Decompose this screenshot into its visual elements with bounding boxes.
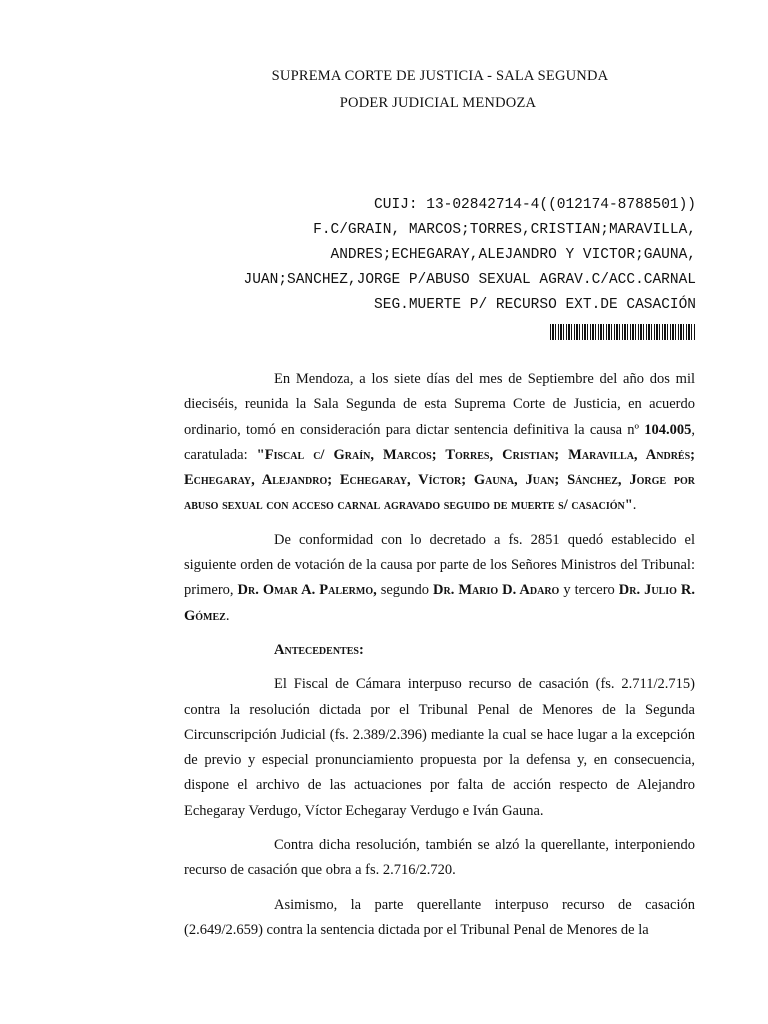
minister-1: Dr. Omar A. Palermo, [237,582,377,599]
cuij-number: CUIJ: 13-02842714-4((012174-8788501)) [374,197,696,213]
minister-2: Dr. Mario D. Adaro [433,582,560,599]
paragraph-antecedentes-2: Contra dicha resolución, también se alzó la querellante, interponiendo recurso de casación que obra a fs. 2.716/2.720. [184,837,695,879]
case-number: 104.005 [644,421,692,438]
case-title-line1: F.C/GRAIN, MARCOS;TORRES,CRISTIAN;MARAVILLA, [313,222,696,238]
minister-3: Dr. Julio R. Gómez [184,582,695,624]
case-title-line3: JUAN;SANCHEZ,JORGE P/ABUSO SEXUAL AGRAV.C/ACC.CARNAL [243,272,696,288]
paragraph-antecedentes-1: El Fiscal de Cámara interpuso recurso de casación (fs. 2.711/2.715) contra la resolución dictada por el Tribunal Penal de Menores de la Segunda Circunscripción Judicial (fs. 2.389/2.396) mediante la cual se hace lugar a la excepción de previo y especial pronunciamiento propuesta por la defensa y, en consecuencia, dispone el archivo de las actuaciones por falta de acción respecto de Alejandro Echegaray Verdugo, Víctor Echegaray Verdugo e Iván Gauna. [184,676,695,819]
court-header-line1: SUPREMA CORTE DE JUSTICIA - SALA SEGUNDA [271,68,609,84]
case-title-line4: SEG.MUERTE P/ RECURSO EXT.DE CASACIÓN [374,297,696,313]
paragraph-voting-order: De conformidad con lo decretado a fs. 2851 quedó establecido el siguiente orden de votación de la causa por parte de los Señores Ministros del Tribunal: primero, Dr. Omar A. Palermo, segundo Dr. Mario D. Adaro y tercero Dr. Julio R. Gómez. [184,531,695,624]
court-header-line2: PODER JUDICIAL MENDOZA [339,95,537,111]
case-title-line2: ANDRES;ECHEGARAY,ALEJANDRO Y VICTOR;GAUNA, [330,247,696,263]
paragraph-antecedentes-3: Asimismo, la parte querellante interpuso recurso de casación (2.649/2.659) contra la sentencia dictada por el Tribunal Penal de Menores de la [184,896,695,938]
case-caption: "Fiscal c/ Graín, Marcos; Torres, Cristian; Maravilla, Andrés; Echegaray, Alejandro; Echegaray, Víctor; Gauna, Juan; Sánchez, Jorge por abuso sexual con acceso carnal agravado seguido de muerte s/ casación" [184,446,695,514]
document-body [184,367,695,943]
barcode [550,324,696,340]
paragraph-opening: En Mendoza, a los siete días del mes de Septiembre del año dos mil dieciséis, reunida la Sala Segunda de esta Suprema Corte de Justicia, en acuerdo ordinario, tomó en consideración para dictar sentencia definitiva la causa nº 104.005, caratulada: "Fiscal c/ Graín, Marcos; Torres, Cristian; Maravilla, Andrés; Echegaray, Alejandro; Echegaray, Víctor; Gauna, Juan; Sánchez, Jorge por abuso sexual con acceso carnal agravado seguido de muerte s/ casación". [184,371,695,514]
section-heading-antecedentes: Antecedentes: [274,641,364,658]
